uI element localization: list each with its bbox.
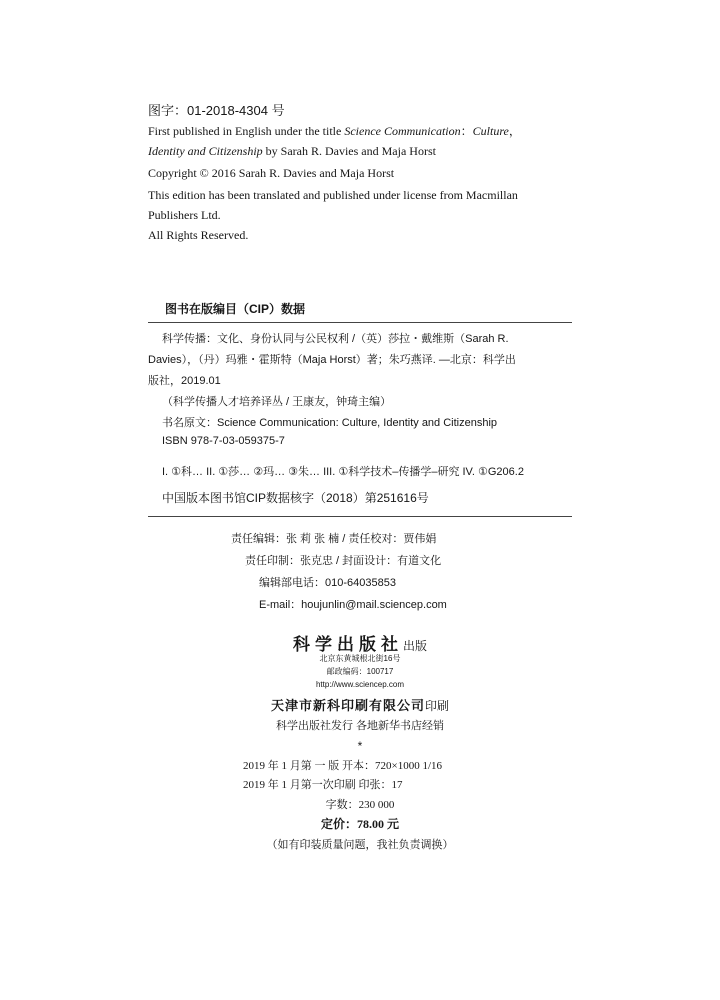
cip-entry-line-1: 科学传播：文化、身份认同与公民权利 /（英）莎拉・戴维斯（Sarah R. xyxy=(162,333,509,345)
copyright-registration-number: 图字：01-2018-4304 号 xyxy=(148,103,285,118)
original-title-authors: by Sarah R. Davies and Maja Horst xyxy=(262,144,436,158)
edition-line-2: 2019 年 1 月第一次印刷 印张：17 xyxy=(243,779,403,791)
publisher-postcode: 邮政编码：100717 xyxy=(326,667,394,676)
publisher-suffix: 出版 xyxy=(402,639,427,653)
license-line-1: This edition has been translated and published under license from Macmillan xyxy=(148,188,518,202)
original-title-colon: ： xyxy=(460,124,473,138)
printer-suffix: 印刷 xyxy=(425,699,450,713)
responsible-editors: 责任编辑：张 莉 张 楠 / 责任校对：贾伟娟 xyxy=(231,533,437,545)
original-title-line-2 xyxy=(148,144,436,159)
publisher-url: http://www.sciencep.com xyxy=(315,680,405,689)
distribution-line: 科学出版社发行 各地新华书店经销 xyxy=(275,720,445,732)
printer-name: 天津市新科印刷有限公司 xyxy=(270,698,425,713)
publisher-address: 北京东黄城根北街16号 xyxy=(319,654,401,663)
license-line-2: Publishers Ltd. xyxy=(148,208,221,222)
word-count: 字数：230 000 xyxy=(325,799,395,811)
publisher-logo: 科学出版社 xyxy=(292,635,403,654)
cip-isbn: ISBN 978-7-03-059375-7 xyxy=(162,435,285,447)
rights-line: All Rights Reserved. xyxy=(148,228,249,242)
cip-classification: I. ①科… II. ①莎… ②玛… ③朱… III. ①科学技术–传播学–研究 IV. ①G206.2 xyxy=(162,466,524,478)
original-title-comma: ， xyxy=(508,124,521,138)
price: 定价：78.00 元 xyxy=(320,817,399,831)
cip-entry-line-3: 版社，2019.01 xyxy=(148,375,221,387)
quality-notice: （如有印装质量问题，我社负责调换） xyxy=(266,839,454,851)
cip-original-name: 书名原文：Science Communication: Culture, Identity and Citizenship xyxy=(162,417,498,429)
cip-number: 中国版本图书馆CIP数据核字（2018）第251616号 xyxy=(162,491,429,505)
separator-asterisk: * xyxy=(357,739,363,753)
original-title-italic-2: Culture xyxy=(472,124,509,138)
cip-top-rule xyxy=(148,322,572,323)
printer-line xyxy=(0,695,720,715)
original-title-italic: Science Communication xyxy=(344,124,461,138)
original-title-line-1 xyxy=(148,122,521,139)
cip-entry-line-2: Davies），（丹）玛雅・霍斯特（Maja Horst）著；朱巧燕译. —北京：科学出 xyxy=(148,354,516,366)
edition-line-1: 2019 年 1 月第 一 版 开本：720×1000 1/16 xyxy=(243,760,443,772)
original-title-intro: First published in English under the title xyxy=(148,124,345,138)
responsible-printing-design: 责任印制：张克忠 / 封面设计：有道文化 xyxy=(245,555,442,567)
cip-bottom-rule xyxy=(148,516,572,517)
publisher-line xyxy=(0,630,720,655)
editorial-email: E-mail：houjunlin@mail.sciencep.com xyxy=(259,599,447,611)
original-title-italic-3: Identity and Citizenship xyxy=(148,144,263,158)
editorial-phone: 编辑部电话：010-64035853 xyxy=(259,577,396,589)
cip-series: （科学传播人才培养译丛 / 王康友，钟琦主编） xyxy=(162,396,392,408)
cip-heading: 图书在版编目（CIP）数据 xyxy=(165,302,306,316)
copyright-line: Copyright © 2016 Sarah R. Davies and Maja Horst xyxy=(148,166,395,180)
